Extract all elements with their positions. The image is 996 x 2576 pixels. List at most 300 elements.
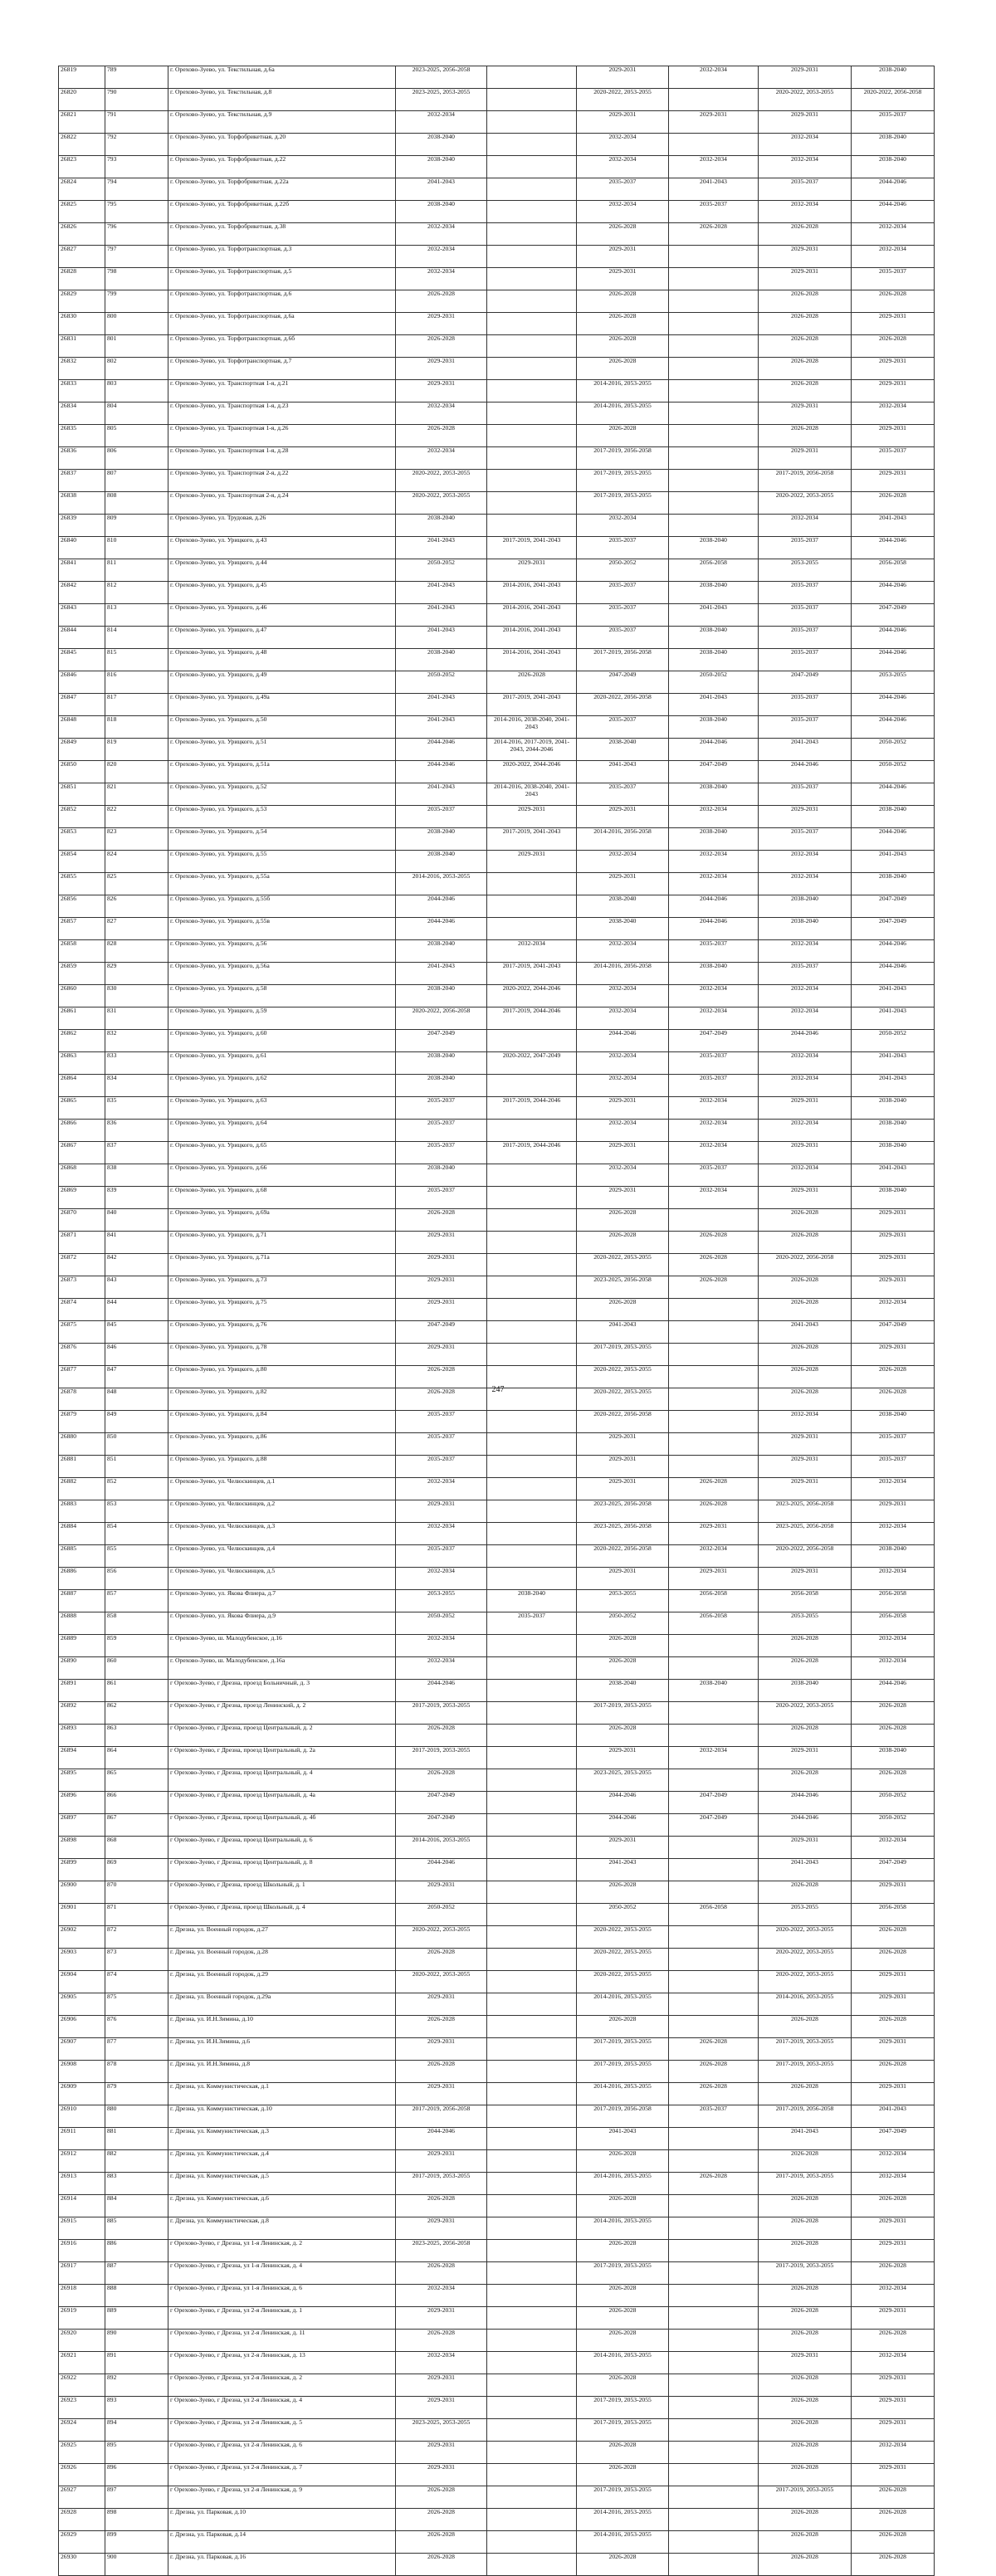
cell-term-3: 2020-2022, 2056-2058 (577, 1545, 669, 1568)
cell-address: г. Орехово-Зуево, ул. Урицкого, д.80 (168, 1366, 396, 1388)
table-row (59, 358, 935, 380)
schedule-table (58, 66, 935, 2576)
cell-term-3: 2032-2034 (577, 985, 669, 1007)
cell-term-2 (487, 1657, 577, 1680)
cell-item-number: 842 (105, 1254, 168, 1276)
cell-item-number: 799 (105, 290, 168, 313)
cell-term-4: 2044-2046 (669, 918, 759, 940)
cell-address: г Орехово-Зуево, г Дрезна, проезд Центральный, д. 6 (168, 1837, 396, 1859)
cell-term-3: 2014-2016, 2053-2055 (577, 380, 669, 402)
cell-term-6: 2050-2052 (852, 1814, 935, 1837)
cell-item-number: 826 (105, 895, 168, 918)
cell-address: г. Орехово-Зуево, ул. Урицкого, д.59 (168, 1007, 396, 1030)
cell-term-2 (487, 1747, 577, 1769)
cell-term-6: 2029-2031 (852, 2038, 935, 2061)
cell-term-5: 2020-2022, 2053-2055 (759, 89, 852, 111)
cell-term-5: 2026-2028 (759, 2150, 852, 2173)
cell-record-id: 26892 (59, 1702, 105, 1725)
cell-term-2 (487, 2397, 577, 2419)
cell-term-1: 2017-2019, 2053-2055 (396, 1702, 487, 1725)
cell-term-3: 2038-2040 (577, 918, 669, 940)
cell-term-6: 2026-2028 (852, 2509, 935, 2531)
cell-term-1: 2026-2028 (396, 2262, 487, 2285)
cell-term-1: 2044-2046 (396, 1680, 487, 1702)
table-row (59, 1612, 935, 1635)
cell-term-1: 2026-2028 (396, 1366, 487, 1388)
cell-term-2 (487, 2531, 577, 2554)
cell-term-1: 2023-2025, 2056-2058 (396, 2240, 487, 2262)
cell-term-1: 2041-2043 (396, 963, 487, 985)
cell-address: г. Орехово-Зуево, ул. Челюскинцев, д.3 (168, 1523, 396, 1545)
cell-address: г. Орехово-Зуево, ул. Текстильная, д.8 (168, 89, 396, 111)
cell-term-1: 2035-2037 (396, 1545, 487, 1568)
cell-term-2 (487, 425, 577, 447)
cell-term-6: 2029-2031 (852, 1881, 935, 1904)
cell-term-5: 2044-2046 (759, 761, 852, 783)
cell-term-5: 2020-2022, 2056-2058 (759, 1545, 852, 1568)
cell-term-2: 2014-2016, 2038-2040, 2041-2043 (487, 783, 577, 806)
cell-term-4: 2035-2037 (669, 1164, 759, 1187)
cell-term-1: 2041-2043 (396, 716, 487, 739)
cell-term-2 (487, 1523, 577, 1545)
cell-term-3: 2050-2052 (577, 1612, 669, 1635)
table-row (59, 1500, 935, 1523)
cell-term-5: 2029-2031 (759, 268, 852, 290)
cell-term-1: 2029-2031 (396, 1500, 487, 1523)
cell-term-6: 2026-2028 (852, 290, 935, 313)
table-row (59, 134, 935, 156)
cell-term-1: 2029-2031 (396, 1344, 487, 1366)
cell-address: г. Орехово-Зуево, ул. Урицкого, д.55б (168, 895, 396, 918)
cell-term-6: 2035-2037 (852, 1456, 935, 1478)
cell-term-1: 2026-2028 (396, 2486, 487, 2509)
cell-term-4: 2032-2034 (669, 851, 759, 873)
cell-term-6: 2029-2031 (852, 1344, 935, 1366)
cell-address: г. Орехово-Зуево, ул. Транспортная 1-я, д.26 (168, 425, 396, 447)
cell-record-id: 26850 (59, 761, 105, 783)
cell-record-id: 26910 (59, 2105, 105, 2128)
cell-record-id: 26819 (59, 66, 105, 89)
cell-address: г. Орехово-Зуево, ул. Урицкого, д.61 (168, 1052, 396, 1075)
cell-term-3: 2017-2019, 2053-2055 (577, 2397, 669, 2419)
cell-term-3: 2032-2034 (577, 134, 669, 156)
cell-term-4: 2032-2034 (669, 1142, 759, 1164)
cell-item-number: 848 (105, 1388, 168, 1411)
cell-address: г. Дрезна, ул. И.Н.Зимина, д.8 (168, 2061, 396, 2083)
cell-term-4: 2041-2043 (669, 694, 759, 716)
cell-term-4 (669, 380, 759, 402)
cell-term-6: 2026-2028 (852, 2016, 935, 2038)
table-row (59, 1030, 935, 1052)
cell-term-2 (487, 290, 577, 313)
cell-record-id: 26926 (59, 2464, 105, 2486)
cell-term-3: 2041-2043 (577, 1859, 669, 1881)
cell-item-number: 896 (105, 2464, 168, 2486)
cell-record-id: 26866 (59, 1120, 105, 1142)
cell-term-6: 2032-2034 (852, 2352, 935, 2374)
cell-term-3: 2020-2022, 2053-2055 (577, 1388, 669, 1411)
cell-address: г. Дрезна, ул. Коммунистическая, д.10 (168, 2105, 396, 2128)
cell-term-6: 2032-2034 (852, 1635, 935, 1657)
cell-term-5: 2017-2019, 2056-2058 (759, 470, 852, 492)
cell-term-3: 2023-2025, 2056-2058 (577, 1523, 669, 1545)
cell-term-1: 2026-2028 (396, 1725, 487, 1747)
cell-term-5: 2032-2034 (759, 1075, 852, 1097)
cell-record-id: 26831 (59, 335, 105, 358)
cell-term-4: 2032-2034 (669, 1097, 759, 1120)
cell-term-3: 2041-2043 (577, 2128, 669, 2150)
cell-term-4 (669, 1411, 759, 1433)
cell-address: г. Орехово-Зуево, ул. Урицкого, д.51а (168, 761, 396, 783)
cell-term-6: 2044-2046 (852, 783, 935, 806)
cell-term-4 (669, 2352, 759, 2374)
cell-address: г. Орехово-Зуево, ул. Якова Флиера, д.7 (168, 1590, 396, 1612)
cell-item-number: 847 (105, 1366, 168, 1388)
cell-term-2 (487, 1411, 577, 1433)
cell-term-4: 2041-2043 (669, 178, 759, 201)
cell-term-5: 2038-2040 (759, 1680, 852, 1702)
cell-term-1: 2029-2031 (396, 1993, 487, 2016)
cell-term-3: 2017-2019, 2053-2055 (577, 2061, 669, 2083)
cell-term-3: 2026-2028 (577, 2195, 669, 2217)
cell-term-2: 2014-2016, 2041-2043 (487, 582, 577, 604)
cell-record-id: 26841 (59, 559, 105, 582)
cell-term-1: 2038-2040 (396, 156, 487, 178)
table-row (59, 1164, 935, 1187)
cell-term-2 (487, 2374, 577, 2397)
cell-record-id: 26821 (59, 111, 105, 134)
cell-term-2 (487, 1276, 577, 1299)
cell-term-1: 2038-2040 (396, 940, 487, 963)
cell-record-id: 26897 (59, 1814, 105, 1837)
cell-record-id: 26899 (59, 1859, 105, 1881)
cell-term-1: 2026-2028 (396, 2330, 487, 2352)
cell-term-5: 2017-2019, 2053-2055 (759, 2038, 852, 2061)
cell-term-6: 2038-2040 (852, 1411, 935, 1433)
table-row (59, 1097, 935, 1120)
cell-address: г. Дрезна, ул. Военный городок, д.29а (168, 1993, 396, 2016)
cell-address: г. Орехово-Зуево, ул. Якова Флиера, д.9 (168, 1612, 396, 1635)
cell-term-3: 2029-2031 (577, 1097, 669, 1120)
cell-term-4 (669, 447, 759, 470)
cell-term-1: 2041-2043 (396, 178, 487, 201)
cell-term-2 (487, 1926, 577, 1949)
cell-record-id: 26900 (59, 1881, 105, 1904)
cell-address: г Орехово-Зуево, г Дрезна, ул 2-я Ленинская, д. 5 (168, 2419, 396, 2442)
cell-term-3: 2050-2052 (577, 1904, 669, 1926)
cell-record-id: 26883 (59, 1500, 105, 1523)
cell-term-1: 2038-2040 (396, 515, 487, 537)
cell-address: г. Орехово-Зуево, ул. Урицкого, д.68 (168, 1187, 396, 1209)
cell-term-5: 2035-2037 (759, 582, 852, 604)
table-row (59, 1299, 935, 1321)
cell-term-3: 2029-2031 (577, 806, 669, 828)
cell-term-2 (487, 873, 577, 895)
cell-term-4: 2032-2034 (669, 873, 759, 895)
cell-term-1: 2032-2034 (396, 1568, 487, 1590)
cell-term-2 (487, 1568, 577, 1590)
cell-term-5: 2020-2022, 2053-2055 (759, 1949, 852, 1971)
cell-term-6: 2026-2028 (852, 1926, 935, 1949)
cell-term-1: 2026-2028 (396, 425, 487, 447)
cell-term-5: 2032-2034 (759, 851, 852, 873)
cell-term-3: 2017-2019, 2053-2055 (577, 2038, 669, 2061)
cell-term-6: 2041-2043 (852, 2105, 935, 2128)
cell-term-5: 2029-2031 (759, 402, 852, 425)
cell-record-id: 26849 (59, 739, 105, 761)
cell-term-4: 2026-2028 (669, 2083, 759, 2105)
cell-record-id: 26918 (59, 2285, 105, 2307)
cell-address: г. Орехово-Зуево, ул. Урицкого, д.63 (168, 1097, 396, 1120)
cell-term-1: 2041-2043 (396, 582, 487, 604)
cell-term-5: 2053-2055 (759, 1904, 852, 1926)
table-row (59, 1545, 935, 1568)
cell-term-4: 2047-2049 (669, 1030, 759, 1052)
cell-term-1: 2044-2046 (396, 761, 487, 783)
cell-record-id: 26880 (59, 1433, 105, 1456)
cell-term-1: 2029-2031 (396, 1232, 487, 1254)
cell-term-1: 2035-2037 (396, 1142, 487, 1164)
table-row (59, 2061, 935, 2083)
cell-term-4 (669, 1344, 759, 1366)
cell-term-6: 2029-2031 (852, 1500, 935, 1523)
cell-term-5: 2026-2028 (759, 2419, 852, 2442)
cell-term-3: 2020-2022, 2056-2058 (577, 694, 669, 716)
cell-item-number: 856 (105, 1568, 168, 1590)
cell-term-1: 2038-2040 (396, 1164, 487, 1187)
cell-term-3: 2014-2016, 2053-2055 (577, 402, 669, 425)
cell-term-2 (487, 1904, 577, 1926)
table-row (59, 783, 935, 806)
cell-term-3: 2014-2016, 2053-2055 (577, 2509, 669, 2531)
cell-term-6: 2038-2040 (852, 873, 935, 895)
cell-term-3: 2044-2046 (577, 1792, 669, 1814)
cell-term-1: 2029-2031 (396, 2217, 487, 2240)
cell-term-3: 2032-2034 (577, 940, 669, 963)
cell-term-2 (487, 2016, 577, 2038)
cell-item-number: 822 (105, 806, 168, 828)
cell-term-2: 2020-2022, 2044-2046 (487, 985, 577, 1007)
cell-term-6: 2044-2046 (852, 201, 935, 223)
table-row (59, 2397, 935, 2419)
table-row (59, 1075, 935, 1097)
cell-term-5: 2047-2049 (759, 671, 852, 694)
cell-address: г. Орехово-Зуево, ул. Челюскинцев, д.1 (168, 1478, 396, 1500)
cell-term-5: 2026-2028 (759, 2240, 852, 2262)
cell-record-id: 26885 (59, 1545, 105, 1568)
cell-term-3: 2026-2028 (577, 2016, 669, 2038)
cell-item-number: 897 (105, 2486, 168, 2509)
cell-term-2 (487, 1456, 577, 1478)
cell-term-3: 2032-2034 (577, 156, 669, 178)
cell-term-4 (669, 1702, 759, 1725)
cell-term-2 (487, 1120, 577, 1142)
cell-term-2: 2020-2022, 2047-2049 (487, 1052, 577, 1075)
cell-record-id: 26836 (59, 447, 105, 470)
cell-address: г Орехово-Зуево, г Дрезна, ул 2-я Ленинская, д. 7 (168, 2464, 396, 2486)
cell-term-4: 2056-2058 (669, 1590, 759, 1612)
cell-term-3: 2044-2046 (577, 1030, 669, 1052)
table-row (59, 178, 935, 201)
cell-record-id: 26829 (59, 290, 105, 313)
table-row (59, 492, 935, 515)
cell-term-6: 2029-2031 (852, 313, 935, 335)
cell-record-id: 26909 (59, 2083, 105, 2105)
cell-term-4 (669, 2217, 759, 2240)
cell-item-number: 845 (105, 1321, 168, 1344)
cell-record-id: 26887 (59, 1590, 105, 1612)
cell-address: г. Орехово-Зуево, ш. Малодубенское, д.16 (168, 1635, 396, 1657)
cell-term-6: 2047-2049 (852, 895, 935, 918)
cell-term-6: 2032-2034 (852, 1657, 935, 1680)
cell-address: г. Дрезна, ул. И.Н.Зимина, д.10 (168, 2016, 396, 2038)
cell-term-6: 2044-2046 (852, 716, 935, 739)
cell-term-4 (669, 402, 759, 425)
cell-term-2 (487, 178, 577, 201)
cell-term-3: 2029-2031 (577, 873, 669, 895)
cell-record-id: 26833 (59, 380, 105, 402)
cell-term-4 (669, 2374, 759, 2397)
cell-term-3: 2026-2028 (577, 290, 669, 313)
cell-term-5: 2023-2025, 2056-2058 (759, 1523, 852, 1545)
cell-term-5: 2035-2037 (759, 828, 852, 851)
cell-term-1: 2029-2031 (396, 2464, 487, 2486)
cell-record-id: 26858 (59, 940, 105, 963)
cell-term-5: 2026-2028 (759, 2083, 852, 2105)
cell-term-4 (669, 2554, 759, 2576)
cell-term-5: 2032-2034 (759, 1120, 852, 1142)
cell-item-number: 880 (105, 2105, 168, 2128)
table-row (59, 380, 935, 402)
cell-term-1: 2026-2028 (396, 2195, 487, 2217)
cell-item-number: 812 (105, 582, 168, 604)
cell-record-id: 26879 (59, 1411, 105, 1433)
cell-record-id: 26896 (59, 1792, 105, 1814)
cell-term-5: 2026-2028 (759, 358, 852, 380)
cell-term-3: 2014-2016, 2056-2058 (577, 963, 669, 985)
cell-term-1: 2023-2025, 2053-2055 (396, 2419, 487, 2442)
cell-record-id: 26902 (59, 1926, 105, 1949)
cell-item-number: 885 (105, 2217, 168, 2240)
cell-term-1: 2041-2043 (396, 783, 487, 806)
cell-address: г. Орехово-Зуево, ул. Урицкого, д.50 (168, 716, 396, 739)
cell-term-5: 2017-2019, 2056-2058 (759, 2105, 852, 2128)
cell-record-id: 26828 (59, 268, 105, 290)
cell-term-1: 2041-2043 (396, 627, 487, 649)
cell-term-6: 2032-2034 (852, 223, 935, 246)
cell-record-id: 26867 (59, 1142, 105, 1164)
table-row (59, 1814, 935, 1837)
table-row (59, 2531, 935, 2554)
cell-term-4 (669, 470, 759, 492)
cell-term-3: 2032-2034 (577, 1075, 669, 1097)
cell-term-3: 2029-2031 (577, 1568, 669, 1590)
cell-record-id: 26889 (59, 1635, 105, 1657)
cell-record-id: 26928 (59, 2509, 105, 2531)
cell-term-2 (487, 1680, 577, 1702)
cell-address: г. Дрезна, ул. Парковая, д.14 (168, 2531, 396, 2554)
cell-record-id: 26847 (59, 694, 105, 716)
cell-address: г. Орехово-Зуево, ул. Торфотранспортная, д.6б (168, 335, 396, 358)
cell-address: г. Дрезна, ул. Коммунистическая, д.4 (168, 2150, 396, 2173)
cell-term-2 (487, 2330, 577, 2352)
cell-term-4: 2047-2049 (669, 1814, 759, 1837)
cell-term-2: 2026-2028 (487, 671, 577, 694)
cell-term-6: 2026-2028 (852, 335, 935, 358)
cell-term-2 (487, 2061, 577, 2083)
cell-term-6: 2038-2040 (852, 1142, 935, 1164)
cell-item-number: 881 (105, 2128, 168, 2150)
cell-item-number: 835 (105, 1097, 168, 1120)
table-row (59, 828, 935, 851)
cell-item-number: 837 (105, 1142, 168, 1164)
cell-term-3: 2017-2019, 2053-2055 (577, 2262, 669, 2285)
cell-record-id: 26825 (59, 201, 105, 223)
cell-term-3: 2035-2037 (577, 178, 669, 201)
cell-term-2 (487, 1209, 577, 1232)
cell-term-1: 2032-2034 (396, 2285, 487, 2307)
cell-term-6: 2029-2031 (852, 1232, 935, 1254)
cell-term-2 (487, 268, 577, 290)
cell-term-1: 2050-2052 (396, 559, 487, 582)
cell-address: г. Дрезна, ул. Коммунистическая, д.6 (168, 2195, 396, 2217)
cell-term-2 (487, 1254, 577, 1276)
cell-term-6: 2026-2028 (852, 2330, 935, 2352)
cell-item-number: 892 (105, 2374, 168, 2397)
cell-address: г Орехово-Зуево, г Дрезна, ул 1-я Ленинская, д. 6 (168, 2285, 396, 2307)
cell-term-3: 2017-2019, 2053-2055 (577, 492, 669, 515)
cell-item-number: 860 (105, 1657, 168, 1680)
cell-record-id: 26907 (59, 2038, 105, 2061)
cell-term-2 (487, 1232, 577, 1254)
cell-term-2 (487, 1478, 577, 1500)
table-row (59, 627, 935, 649)
cell-term-6: 2038-2040 (852, 1097, 935, 1120)
table-row (59, 1747, 935, 1769)
cell-term-6: 2032-2034 (852, 1837, 935, 1859)
cell-term-4: 2026-2028 (669, 2038, 759, 2061)
cell-term-2: 2017-2019, 2041-2043 (487, 537, 577, 559)
cell-term-6: 2050-2052 (852, 739, 935, 761)
cell-record-id: 26854 (59, 851, 105, 873)
cell-term-3: 2026-2028 (577, 2330, 669, 2352)
cell-record-id: 26851 (59, 783, 105, 806)
cell-term-6: 2044-2046 (852, 627, 935, 649)
cell-address: г. Дрезна, ул. Коммунистическая, д.8 (168, 2217, 396, 2240)
cell-term-3: 2026-2028 (577, 1209, 669, 1232)
cell-term-6: 2029-2031 (852, 2217, 935, 2240)
cell-term-5: 2026-2028 (759, 1635, 852, 1657)
cell-term-3: 2026-2028 (577, 335, 669, 358)
cell-term-2 (487, 2173, 577, 2195)
cell-term-6: 2041-2043 (852, 985, 935, 1007)
cell-term-4 (669, 1837, 759, 1859)
cell-item-number: 832 (105, 1030, 168, 1052)
cell-term-5: 2026-2028 (759, 1881, 852, 1904)
cell-term-1: 2029-2031 (396, 2150, 487, 2173)
cell-term-4 (669, 1657, 759, 1680)
cell-record-id: 26924 (59, 2419, 105, 2442)
cell-term-6: 2041-2043 (852, 1052, 935, 1075)
cell-item-number: 806 (105, 447, 168, 470)
table-row (59, 1837, 935, 1859)
cell-term-3: 2029-2031 (577, 1837, 669, 1859)
table-row (59, 604, 935, 627)
cell-term-5: 2026-2028 (759, 223, 852, 246)
cell-item-number: 877 (105, 2038, 168, 2061)
table-row (59, 2464, 935, 2486)
cell-term-5: 2032-2034 (759, 134, 852, 156)
